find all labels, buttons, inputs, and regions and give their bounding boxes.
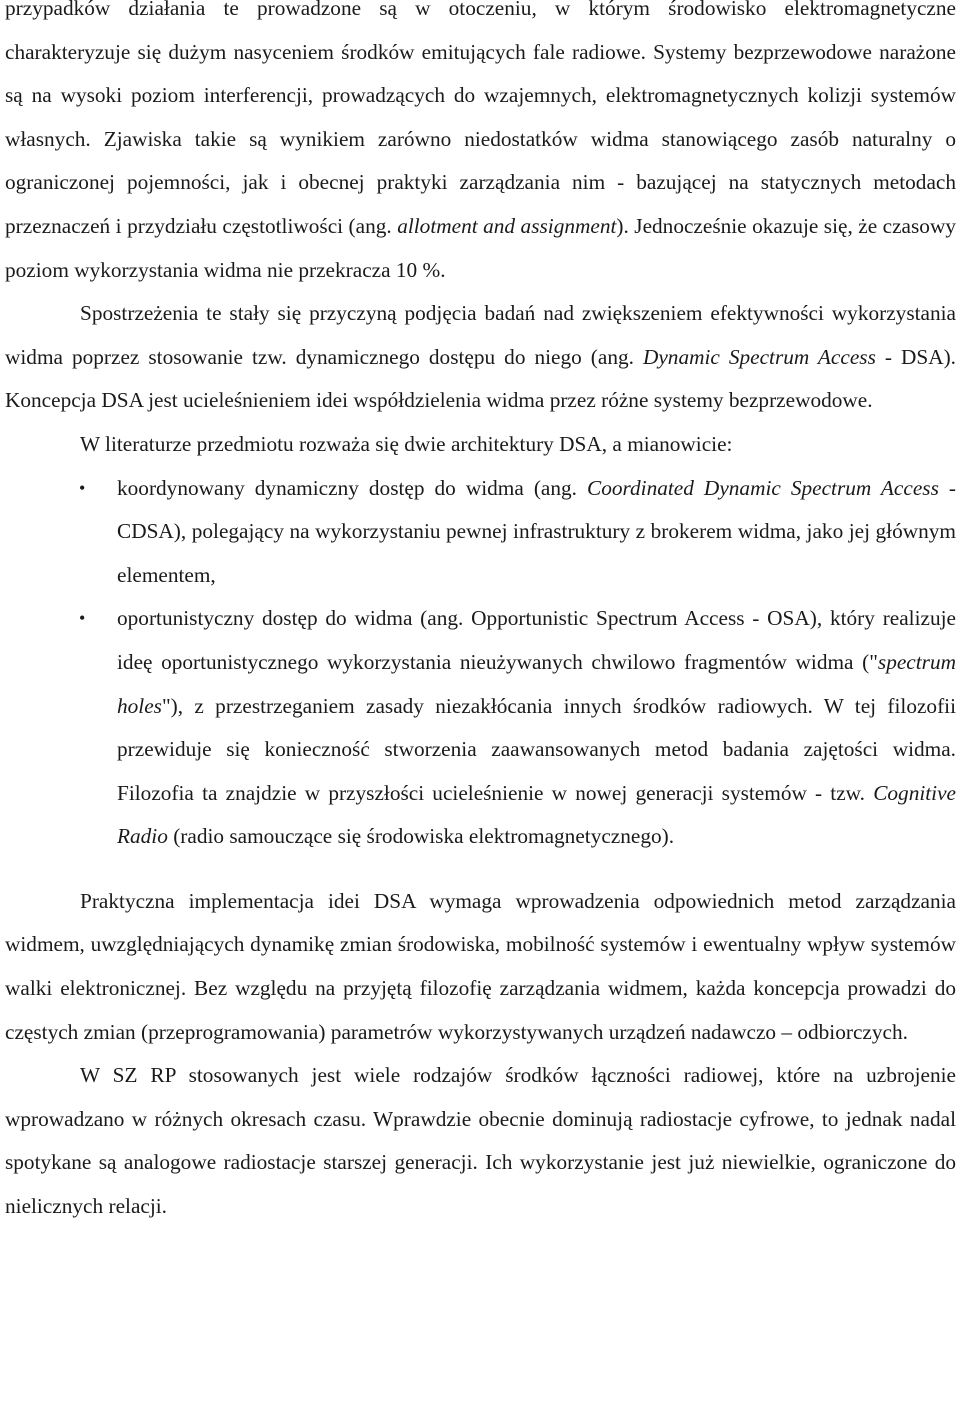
paragraph-interference	[5, 0, 956, 292]
paragraph-text: - DSA). Koncepcja DSA jest ucieleśnieniem idei współdzielenia widma przez różne systemy bezprzewodowe.	[5, 344, 956, 413]
list-item	[79, 467, 956, 598]
paragraph-text: ). Jednocześnie okazuje się, że czasowy poziom wykorzystania widma nie przekracza 10 %.	[5, 213, 956, 282]
italic-term: spectrum holes	[117, 649, 956, 718]
bullet-icon: •	[79, 477, 86, 498]
paragraph-architectures: W literaturze przedmiotu rozważa się dwie architektury DSA, a mianowicie:	[80, 431, 733, 456]
italic-term: allotment and assignment	[397, 213, 617, 238]
list-item-text: "), z przestrzeganiem zasady niezakłócania innych środków radiowych. W tej filozofii przewiduje się konieczność stworzenia zaawansowanych metod badania zajętości widma. Filozofia ta znajdzie w przyszłości ucieleśnienie w nowej generacji systemów - tzw.	[117, 693, 956, 805]
list-item-text: - CDSA), polegający na wykorzystaniu pewnej infrastruktury z brokerem widma, jako jej głównym elementem,	[117, 475, 956, 587]
list-item-text: koordynowany dynamiczny dostęp do widma (ang.	[117, 475, 588, 500]
list-item-text: (radio samouczące się środowiska elektromagnetycznego).	[167, 824, 675, 849]
architecture-list	[5, 467, 956, 859]
paragraph-text: Spostrzeżenia te stały się przyczyną podjęcia badań nad zwiększeniem efektywności wykorzystania widma poprzez stosowanie tzw. dynamicznego dostępu do niego (ang.	[5, 301, 956, 369]
paragraph-text: przypadków działania te prowadzone są w otoczeniu, w którym środowisko elektromagnetyczne charakteryzuje się dużym nasyceniem środków emitujących fale radiowe. Systemy bezprzewodowe narażone są na wysoki poziom interferencji, prowadzących do wzajemnych, elektromagnetycznych kolizji systemów własnych. Zjawiska takie są wynikiem zarówno niedostatków widma stanowiącego zasób naturalny o ograniczonej pojemności, jak i obecnej praktyki zarządzania nim - bazującej na statycznych metodach przeznaczeń i przydziału częstotliwości (ang.	[5, 0, 956, 238]
paragraph-dsa-intro	[5, 292, 956, 423]
italic-term: Cognitive Radio	[117, 780, 956, 849]
paragraph-sz-rp: W SZ RP stosowanych jest wiele rodzajów środków łączności radiowej, które na uzbrojenie wprowadzano w różnych okresach czasu. Wprawdzie obecnie dominują radiostacje cyfrowe, to jednak nadal spotykane są analogowe radiostacje starszej generacji. Ich wykorzystanie jest już niewielkie, ograniczone do nielicznych relacji.	[5, 1063, 956, 1219]
paragraph-implementation: Praktyczna implementacja idei DSA wymaga wprowadzenia odpowiednich metod zarządzania widmem, uwzględniających dynamikę zmian środowiska, mobilność systemów i ewentualny wpływ systemów walki elektronicznej. Bez względu na przyjętą filozofię zarządzania widmem, każda koncepcja prowadzi do częstych zmian (przeprogramowania) parametrów wykorzystywanych urządzeń nadawczo – odbiorczych.	[5, 888, 956, 1044]
italic-term: Dynamic Spectrum Access	[642, 344, 876, 369]
list-item-text: oportunistyczny dostęp do widma (ang. Opportunistic Spectrum Access - OSA), który realizuje ideę oportunistycznego wykorzystania nieużywanych chwilowo fragmentów widma ("	[117, 606, 956, 674]
italic-term: Coordinated Dynamic Spectrum Access	[587, 475, 939, 500]
bullet-icon: •	[79, 608, 86, 629]
list-item	[79, 597, 956, 859]
